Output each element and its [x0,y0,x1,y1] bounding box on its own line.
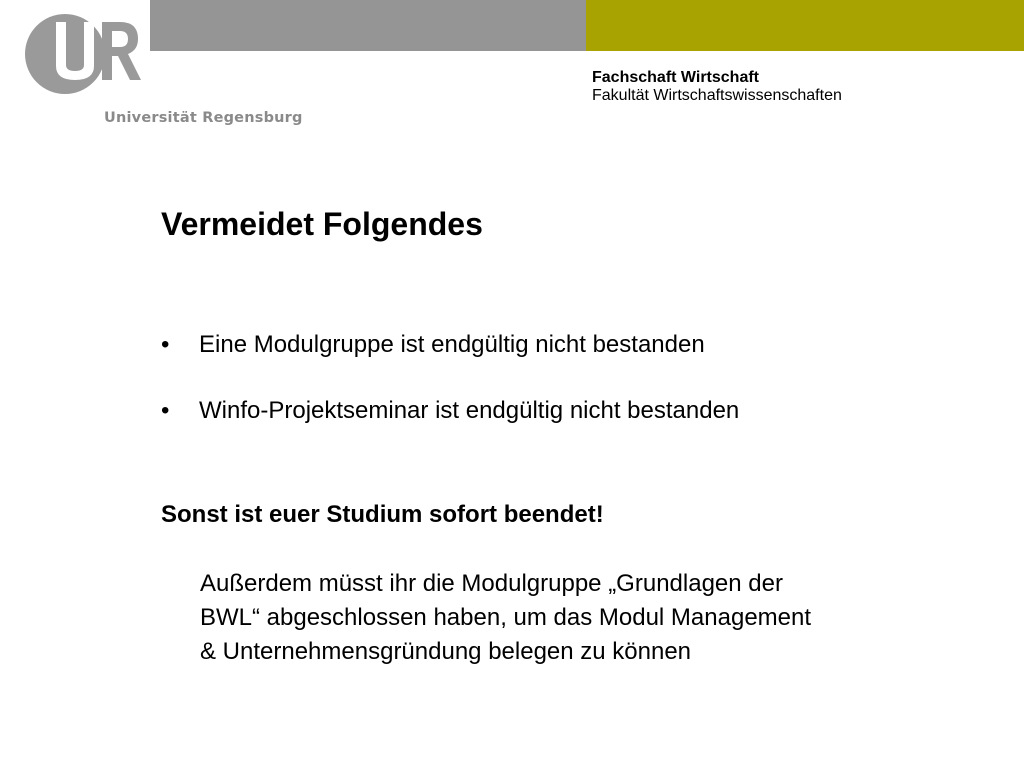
bullet-item [161,330,739,360]
note-paragraph [200,567,960,669]
header-bar-olive [586,0,1024,51]
note-line: & Unternehmensgründung belegen zu können [200,638,692,665]
slide-title: Vermeidet Folgendes [161,206,483,242]
faculty-name: Fachschaft Wirtschaft [592,69,759,86]
bullet-text: Eine Modulgruppe ist endgültig nicht bestanden [199,331,705,358]
logo-letter-r [102,22,141,80]
bullet-text: Winfo-Projektseminar ist endgültig nicht bestanden [199,397,740,424]
bullet-icon: • [161,397,170,424]
faculty-subtitle: Fakultät Wirtschaftswissenschaften [592,87,842,104]
university-regensburg-logo-icon [20,10,170,110]
note-line: Außerdem müsst ihr die Modulgruppe „Grundlagen der [200,570,783,597]
warning-text: Sonst ist euer Studium sofort beendet! [161,501,604,528]
bullet-item [161,396,739,426]
bullet-icon: • [161,331,170,358]
bullet-list [161,330,739,426]
note-line: BWL“ abgeschlossen haben, um das Modul Management [200,604,812,631]
faculty-header [592,69,842,105]
logo-caption: Universität Regensburg [104,110,303,126]
